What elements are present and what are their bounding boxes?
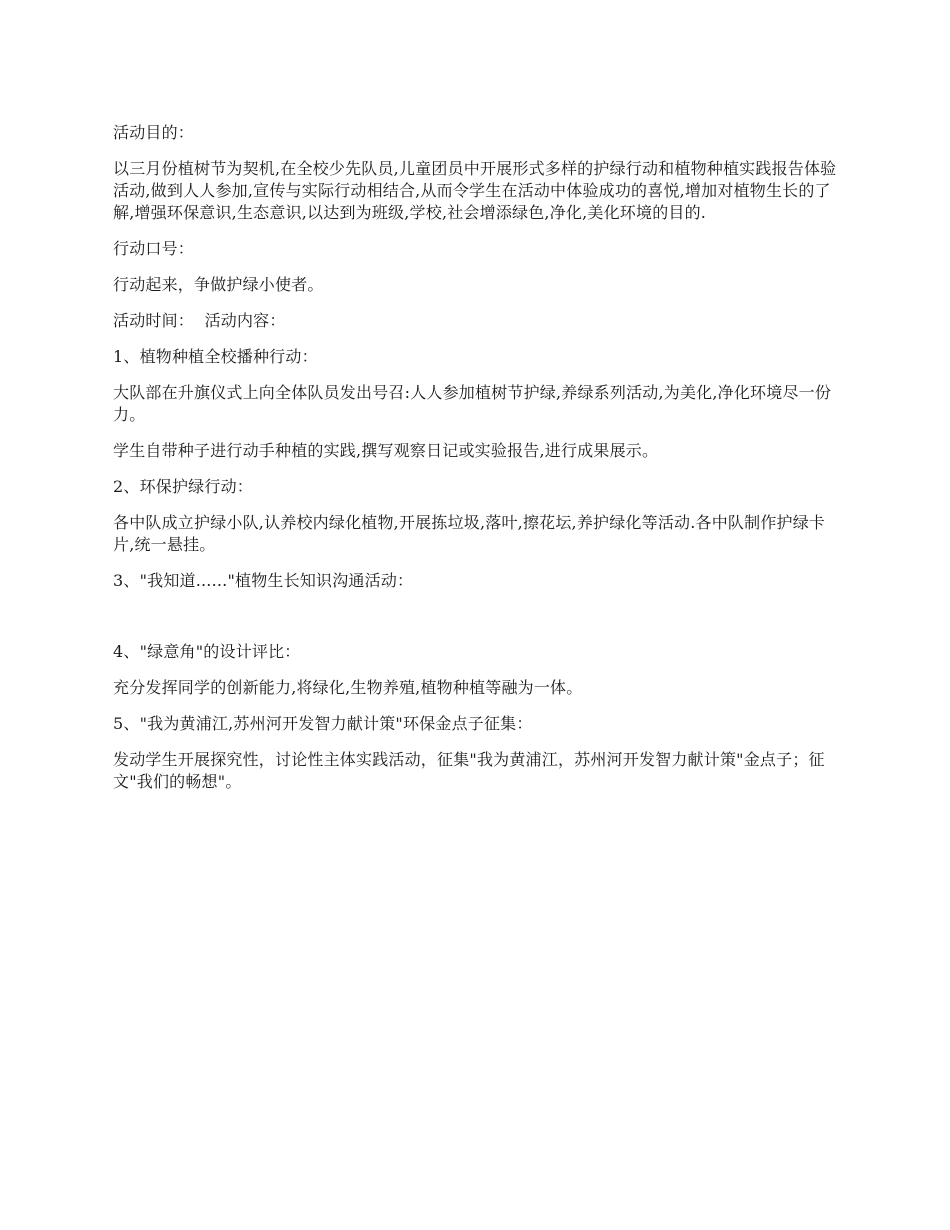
heading-item-5: 5、"我为黄浦江,苏州河开发智力献计策"环保金点子征集：: [113, 714, 533, 733]
paragraph-item-2: 各中队成立护绿小队,认养校内绿化植物,开展拣垃圾,落叶,擦花坛,养护绿化等活动.各中队制作护绿卡片,统一悬挂。: [113, 513, 826, 554]
paragraph-item-5: 发动学生开展探究性，讨论性主体实践活动，征集"我为黄浦江，苏州河开发智力献计策"金点子；征文"我们的畅想"。: [113, 750, 825, 791]
heading-item-2: 2、环保护绿行动：: [113, 477, 253, 496]
paragraph-activity-purpose: 以三月份植树节为契机,在全校少先队员,儿童团员中开展形式多样的护绿行动和植物种植实践报告体验活动,做到人人参加,宣传与实际行动相结合,从而令学生在活动中体验成功的喜悦,增加对植物生长的了解,增强环保意识,生态意识,以达到为班级,学校,社会增添绿色,净化,美化环境的目的.: [113, 159, 837, 222]
heading-item-4: 4、"绿意角"的设计评比：: [113, 642, 301, 661]
heading-activity-purpose: 活动目的：: [113, 123, 195, 142]
heading-time-content: 活动时间： 活动内容：: [113, 311, 286, 330]
document-body: [113, 122, 838, 793]
paragraph-item-1-a: 大队部在升旗仪式上向全体队员发出号召:人人参加植树节护绿,养绿系列活动,为美化,净化环境尽一份力。: [113, 383, 832, 424]
paragraph-item-1-b: 学生自带种子进行动手种植的实践,撰写观察日记或实验报告,进行成果展示。: [113, 441, 659, 460]
heading-item-3: 3、"我知道......"植物生长知识沟通活动：: [113, 571, 414, 590]
heading-item-1: 1、植物种植全校播种行动：: [113, 347, 318, 366]
paragraph-action-slogan: 行动起来，争做护绿小使者。: [113, 275, 324, 294]
heading-action-slogan: 行动口号：: [113, 239, 195, 258]
paragraph-item-4: 充分发挥同学的创新能力,将绿化,生物养殖,植物种植等融为一体。: [113, 678, 583, 697]
